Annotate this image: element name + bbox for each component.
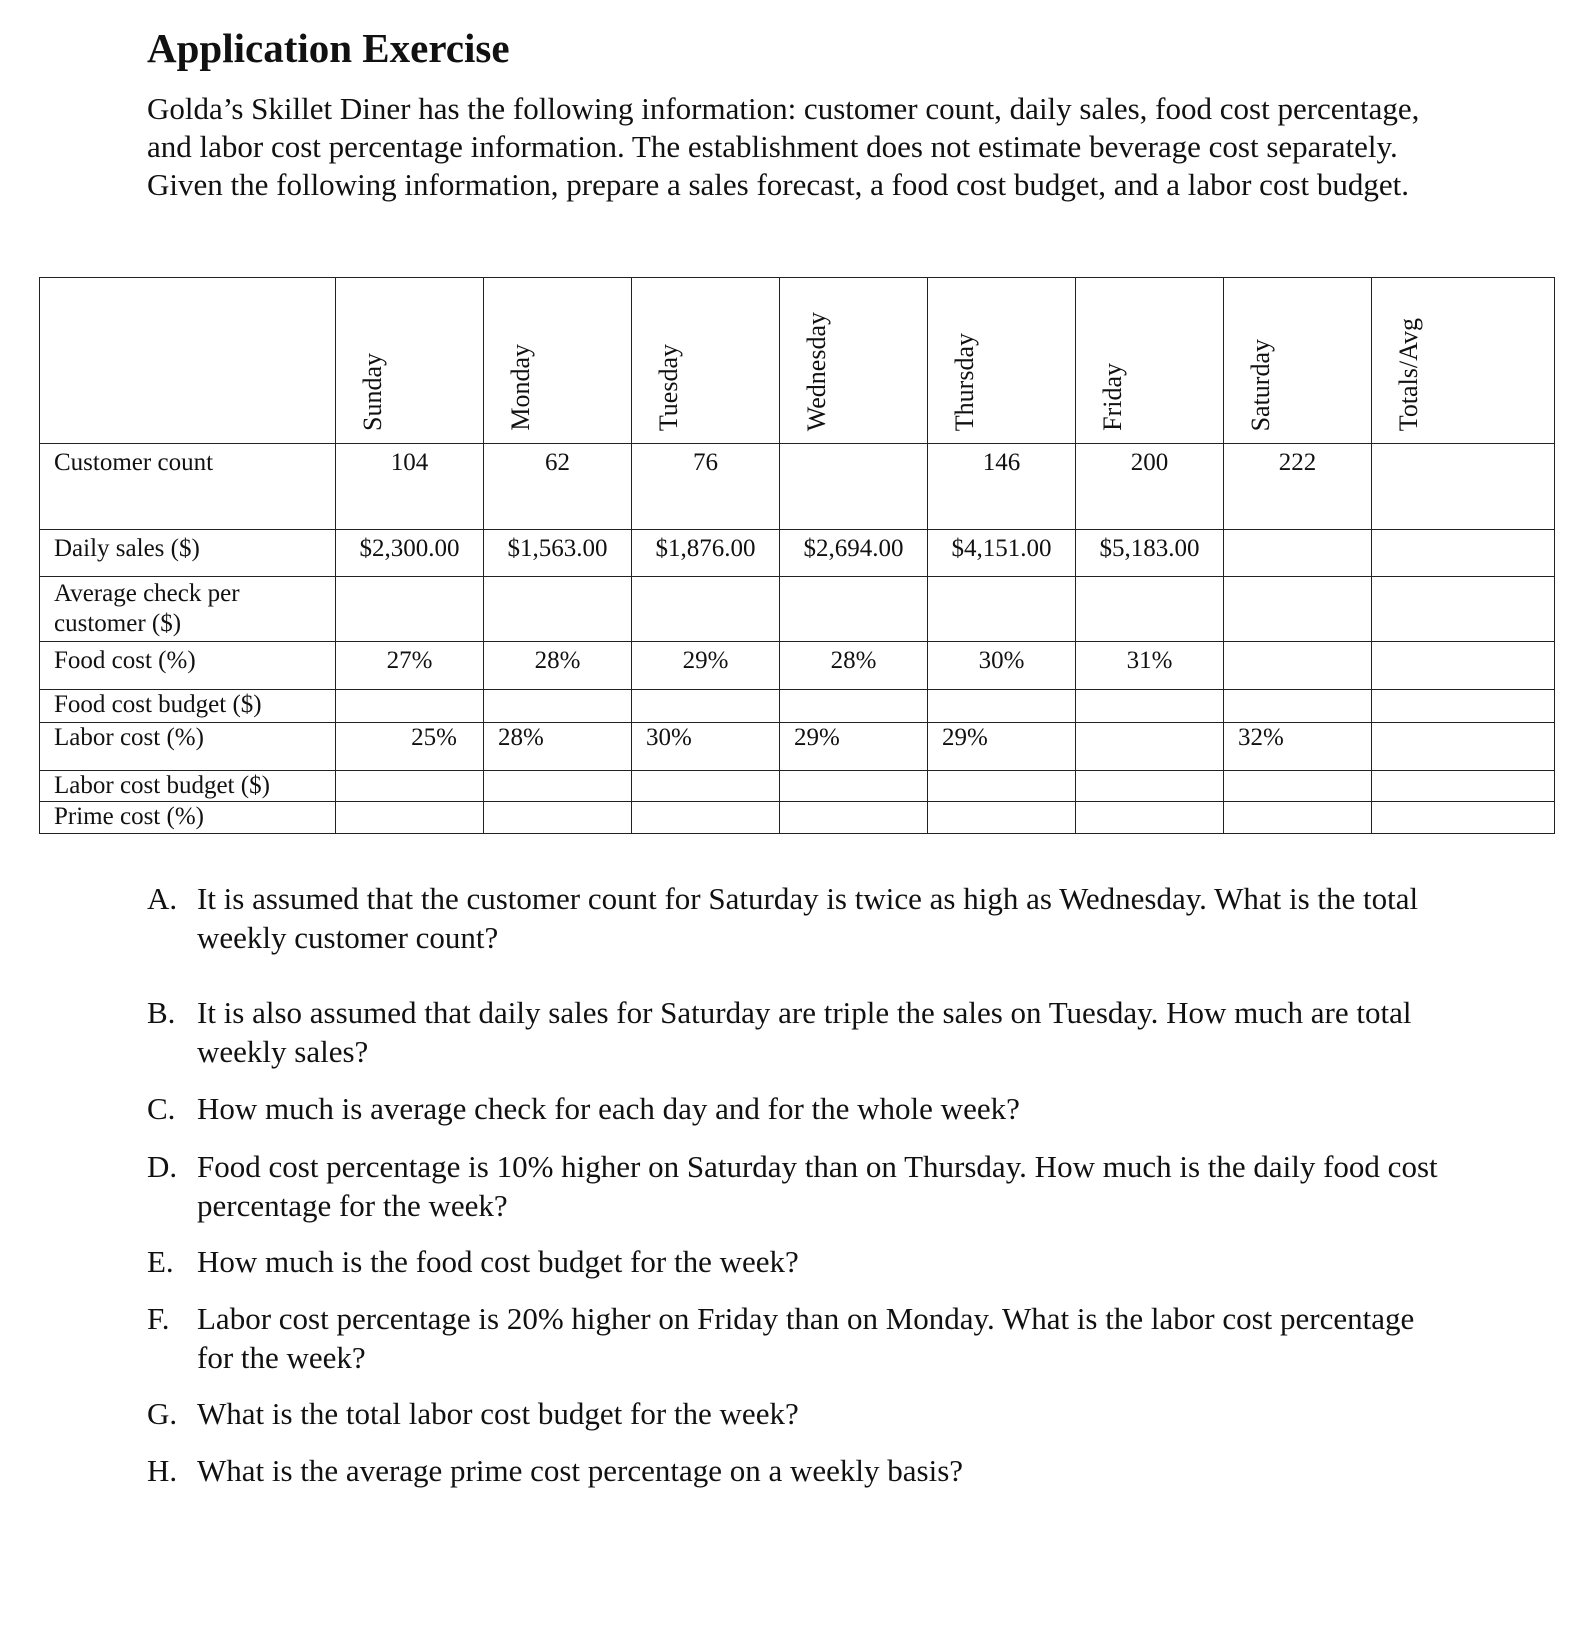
table-cell xyxy=(1224,690,1372,723)
budget-table xyxy=(39,277,1555,834)
table-cell: 146 xyxy=(928,444,1076,530)
table-cell xyxy=(632,690,780,723)
table-cell: 25% xyxy=(336,723,484,771)
question-text: It is assumed that the customer count for Saturday is twice as high as Wednesday. What is the total weekly customer count? xyxy=(197,881,1419,955)
question-text: How much is average check for each day and for the whole week? xyxy=(197,1091,1020,1126)
table-cell: $4,151.00 xyxy=(928,530,1076,577)
column-header-friday: Friday xyxy=(1076,278,1224,444)
page-title: Application Exercise xyxy=(147,25,510,71)
table-cell xyxy=(1224,771,1372,802)
table-cell xyxy=(1372,771,1555,802)
table-cell: 222 xyxy=(1224,444,1372,530)
row-prime-cost xyxy=(40,802,1555,834)
table-cell: 104 xyxy=(336,444,484,530)
table-cell xyxy=(780,802,928,834)
table-header-row xyxy=(40,278,1555,444)
question-e xyxy=(147,1242,1447,1281)
table-cell xyxy=(928,690,1076,723)
question-letter: H. xyxy=(147,1453,178,1488)
table-cell: 62 xyxy=(484,444,632,530)
question-letter: G. xyxy=(147,1396,178,1431)
table-cell xyxy=(928,577,1076,642)
row-label: Labor cost budget ($) xyxy=(40,771,336,802)
header-corner-cell xyxy=(40,278,336,444)
table-cell: 76 xyxy=(632,444,780,530)
table-cell xyxy=(780,444,928,530)
question-letter: A. xyxy=(147,881,178,916)
table-cell: $5,183.00 xyxy=(1076,530,1224,577)
row-food-cost-budget xyxy=(40,690,1555,723)
question-text: What is the average prime cost percentage on a weekly basis? xyxy=(197,1453,964,1488)
question-text: Food cost percentage is 10% higher on Saturday than on Thursday. How much is the daily food cost percentage for the week? xyxy=(197,1149,1438,1223)
table-cell xyxy=(336,771,484,802)
row-label: Food cost (%) xyxy=(40,642,336,690)
table-cell xyxy=(1076,690,1224,723)
question-h xyxy=(147,1451,1447,1490)
row-label-line: Average check per xyxy=(54,580,240,607)
row-label: Labor cost (%) xyxy=(40,723,336,771)
table-cell: $1,876.00 xyxy=(632,530,780,577)
question-g xyxy=(147,1394,1447,1433)
table-cell xyxy=(1076,577,1224,642)
row-label: Customer count xyxy=(40,444,336,530)
intro-paragraph: Golda’s Skillet Diner has the following information: customer count, daily sales, food cost percentage, and labor cost percentage information. The establishment does not estimate beverage cost separately. Given the following information, prepare a sales forecast, a food cost budget, and a labor cost budget. xyxy=(147,91,1420,202)
row-customer-count xyxy=(40,444,1555,530)
table-cell xyxy=(1224,642,1372,690)
table-cell: 29% xyxy=(632,642,780,690)
question-letter: D. xyxy=(147,1149,178,1184)
table-cell xyxy=(928,802,1076,834)
column-header-totals: Totals/Avg xyxy=(1372,278,1555,444)
table-cell xyxy=(336,690,484,723)
question-letter: E. xyxy=(147,1244,174,1279)
column-header-wednesday: Wednesday xyxy=(780,278,928,444)
row-label-line: customer ($) xyxy=(54,610,182,637)
column-header-saturday: Saturday xyxy=(1224,278,1372,444)
table-cell xyxy=(632,577,780,642)
table-cell xyxy=(1372,530,1555,577)
table-cell xyxy=(780,577,928,642)
table-cell: $2,694.00 xyxy=(780,530,928,577)
table-cell: 32% xyxy=(1224,723,1372,771)
column-header-thursday: Thursday xyxy=(928,278,1076,444)
table-cell xyxy=(928,771,1076,802)
question-letter: F. xyxy=(147,1301,170,1336)
table-cell: 31% xyxy=(1076,642,1224,690)
question-text: Labor cost percentage is 20% higher on Friday than on Monday. What is the labor cost percentage for the week? xyxy=(197,1301,1415,1375)
table-cell: 30% xyxy=(928,642,1076,690)
question-b xyxy=(147,993,1447,1071)
table-cell: 200 xyxy=(1076,444,1224,530)
table-cell: 29% xyxy=(928,723,1076,771)
table-cell: 30% xyxy=(632,723,780,771)
row-labor-cost-budget xyxy=(40,771,1555,802)
table-cell xyxy=(484,802,632,834)
table-cell xyxy=(1372,642,1555,690)
row-label xyxy=(40,577,336,642)
row-label: Food cost budget ($) xyxy=(40,690,336,723)
table-cell xyxy=(1076,771,1224,802)
table-cell xyxy=(1224,802,1372,834)
column-header-sunday: Sunday xyxy=(336,278,484,444)
table-cell xyxy=(780,690,928,723)
row-label: Prime cost (%) xyxy=(40,802,336,834)
table-cell xyxy=(1372,444,1555,530)
table-cell xyxy=(1076,802,1224,834)
table-cell xyxy=(1224,577,1372,642)
row-labor-cost xyxy=(40,723,1555,771)
table-cell: 29% xyxy=(780,723,928,771)
table-cell xyxy=(1076,723,1224,771)
table-cell xyxy=(1372,690,1555,723)
column-header-tuesday: Tuesday xyxy=(632,278,780,444)
table-cell xyxy=(484,771,632,802)
row-average-check xyxy=(40,577,1555,642)
question-letter: C. xyxy=(147,1091,176,1126)
column-header-monday: Monday xyxy=(484,278,632,444)
row-daily-sales xyxy=(40,530,1555,577)
question-f xyxy=(147,1299,1447,1377)
row-label: Daily sales ($) xyxy=(40,530,336,577)
question-d xyxy=(147,1147,1447,1225)
table-cell: $1,563.00 xyxy=(484,530,632,577)
table-cell xyxy=(780,771,928,802)
table-cell xyxy=(484,577,632,642)
question-c xyxy=(147,1089,1447,1128)
question-letter: B. xyxy=(147,995,176,1030)
table-cell: $2,300.00 xyxy=(336,530,484,577)
table-cell xyxy=(336,802,484,834)
table-cell xyxy=(1224,530,1372,577)
table-cell xyxy=(1372,723,1555,771)
table-cell xyxy=(632,802,780,834)
table-cell: 28% xyxy=(484,723,632,771)
table-cell xyxy=(1372,802,1555,834)
question-text: It is also assumed that daily sales for Saturday are triple the sales on Tuesday. How much are total weekly sales? xyxy=(197,995,1412,1069)
table-cell: 28% xyxy=(484,642,632,690)
question-a xyxy=(147,879,1447,957)
table-cell xyxy=(1372,577,1555,642)
question-text: How much is the food cost budget for the week? xyxy=(197,1244,799,1279)
table-cell xyxy=(632,771,780,802)
table-cell: 28% xyxy=(780,642,928,690)
row-food-cost xyxy=(40,642,1555,690)
table-cell xyxy=(484,690,632,723)
question-text: What is the total labor cost budget for the week? xyxy=(197,1396,799,1431)
table-cell xyxy=(336,577,484,642)
table-cell: 27% xyxy=(336,642,484,690)
